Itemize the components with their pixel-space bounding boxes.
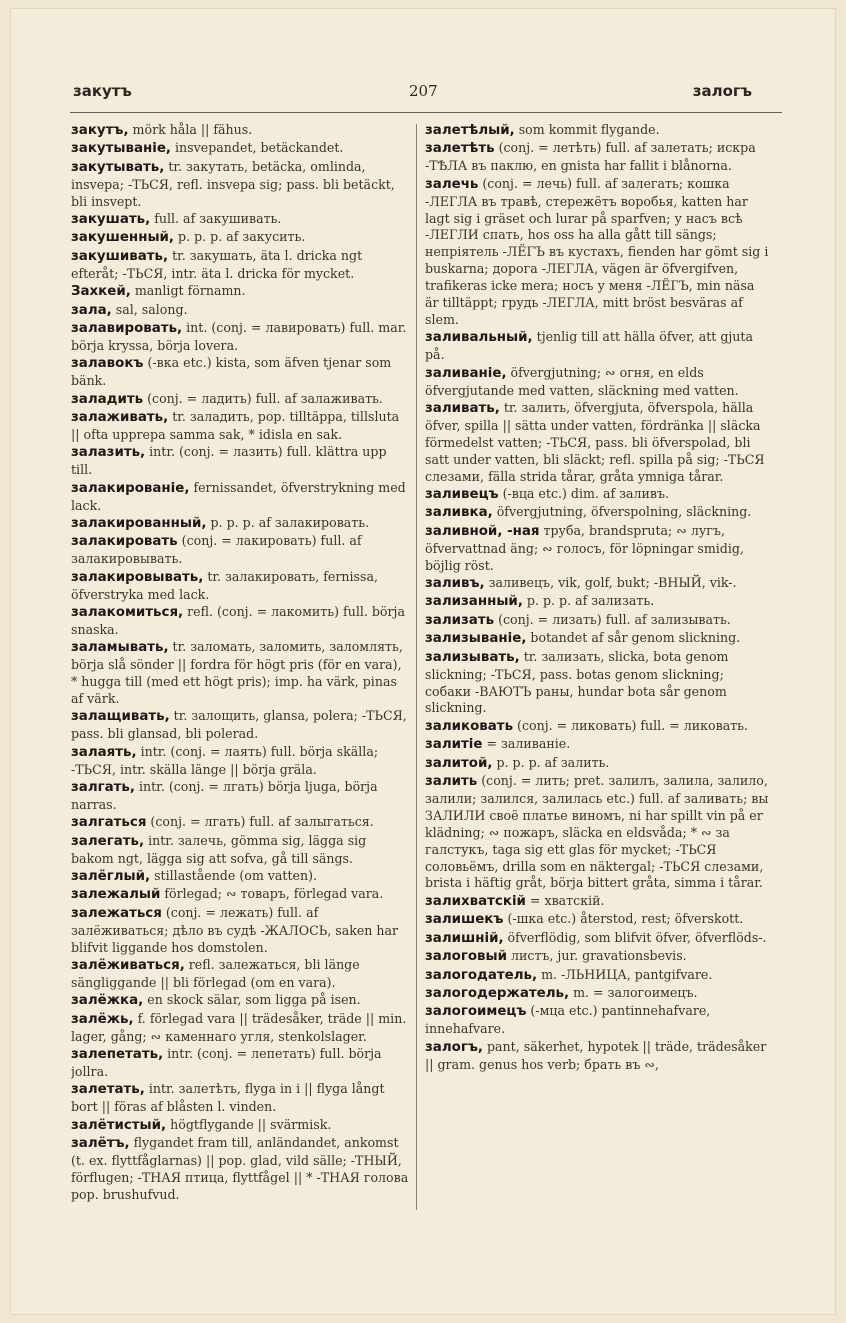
dictionary-entry [71, 1135, 411, 1204]
entry-definition: (conj. = ликовать) full. = ликовать. [513, 717, 749, 733]
entry-definition: intr. (conj. = лаять) full. börja skälla; -ТЬСЯ, intr. skälla länge || börja gräla. [71, 743, 379, 777]
entry-headword: залогодатель, [425, 967, 538, 983]
dictionary-entry [71, 480, 411, 515]
dictionary-entry [71, 248, 411, 283]
entry-headword: заливка, [425, 505, 493, 521]
entry-headword: залитіе [425, 737, 483, 753]
entry-definition: p. p. p. af залить. [492, 754, 610, 770]
entry-headword: залепетать, [71, 1047, 164, 1063]
entry-headword: залишекъ [425, 912, 504, 928]
entry-definition: int. (conj. = лавировать) full. mar. börja kryssa, börja lovera. [71, 319, 407, 353]
dictionary-entry [71, 708, 411, 743]
entry-definition: m. = залогоимецъ. [569, 984, 698, 1000]
entry-headword: залогодержатель, [425, 985, 570, 1001]
entry-definition: (-шка etc.) återstod, rest; öfverskott. [503, 911, 744, 927]
entry-definition: refl. залежаться, bli länge sängliggande || bli förlegad (om en vara). [71, 957, 360, 990]
dictionary-entry [425, 985, 770, 1003]
dictionary-entry [425, 911, 770, 929]
entry-headword: залакированіе, [71, 480, 190, 496]
entry-headword: залаять, [71, 744, 137, 760]
entry-definition: заливецъ, vik, golf, bukt; -ВНЫЙ, vik-. [484, 575, 737, 591]
entry-definition: flygandet fram till, anländandet, ankomst (t. ex. flyttfåglarnas) || pop. glad, vild sälle; -ТНЫЙ, förflugen; -ТНАЯ птица, flyttfågel || * -ТНАЯ голова pop. brushufvud. [71, 1135, 409, 1202]
entry-headword: закушенный, [71, 230, 175, 246]
dictionary-entry [71, 229, 411, 247]
dictionary-entry [71, 283, 411, 301]
entry-headword: залакировать [71, 534, 178, 550]
entry-headword: зализывать, [425, 649, 520, 665]
entry-definition: tr. залощить, glansa, polera; -ТЬСЯ, pass. bli glansad, bli polerad. [71, 708, 407, 742]
dictionary-entry [71, 779, 411, 814]
entry-headword: заладить [71, 391, 144, 407]
dictionary-entry [71, 409, 411, 444]
header-left-word: закутъ [73, 82, 132, 100]
dictionary-page [10, 8, 836, 1315]
dictionary-entry [425, 948, 770, 966]
entry-definition: tr. закушать, äta l. dricka ngt efteråt; -ТЬСЯ, intr. äta l. dricka för mycket. [71, 247, 363, 281]
entry-definition: p. p. p. af закусить. [174, 229, 306, 245]
entry-headword: залишній, [425, 930, 504, 946]
dictionary-entry [425, 400, 770, 486]
dictionary-entry [425, 736, 770, 754]
entry-definition: листъ, jur. gravationsbevis. [507, 948, 687, 964]
dictionary-entry [71, 533, 411, 568]
dictionary-entry [71, 639, 411, 708]
entry-definition: (conj. = лежать) full. af залёживаться; дѣло въ судѣ -ЖАЛОСЬ, saken har blifvit liggande hos domstolen. [71, 904, 399, 955]
entry-definition: tr. зализать, slicka, bota genom slickning; -ТЬСЯ, pass. botas genom slickning; собаки -ВАЮТЪ раны, hundar bota sår genom slickning. [425, 648, 729, 716]
entry-headword: залёжь, [71, 1011, 134, 1027]
entry-definition: tr. закутать, betäcka, omlinda, insvepa; -ТЬСЯ, refl. insvepa sig; pass. bli betäckt, bli insvept. [71, 158, 395, 209]
entry-definition: botandet af sår genom slickning. [526, 630, 741, 646]
entry-definition: förlegad; ∾ товаръ, förlegad vara. [160, 886, 384, 902]
dictionary-entry [71, 1011, 411, 1046]
dictionary-entry [71, 122, 411, 140]
entry-headword: закушать, [71, 212, 151, 228]
dictionary-entry [425, 930, 770, 948]
dictionary-entry [425, 176, 770, 329]
entry-definition: stillastående (om vatten). [150, 868, 317, 884]
entry-headword: залётъ, [71, 1136, 130, 1152]
entry-definition: tr. залить, öfvergjuta, öfverspola, hälla öfver, spilla || sätta under vatten, fördränka || släcka förmedelst vatten; -ТЬСЯ, pass. bli öfverspolad, bli satt under vatten, bli släckt; refl. spilla på sig; -ТЬСЯ слезами, fälla strida tårar, gråta ymniga tårar. [425, 400, 765, 484]
entry-headword: залетать, [71, 1082, 145, 1098]
dictionary-entry [425, 593, 770, 611]
entry-headword: залаживать, [71, 410, 169, 425]
entry-headword: закутывать, [71, 159, 165, 175]
dictionary-entry [425, 486, 770, 504]
entry-definition: refl. (conj. = лакомить) full. börja snaska. [71, 603, 405, 637]
entry-definition: intr. залетѣть, flyga in i || flyga långt bort || föras af blåsten l. vinden. [71, 1081, 385, 1115]
entry-headword: залакомиться, [71, 604, 184, 620]
entry-headword: залоговый [425, 949, 507, 965]
entry-definition: sal, salong. [111, 301, 188, 317]
entry-headword: залакированный, [71, 515, 207, 531]
entry-headword: зализать [425, 612, 495, 628]
entry-headword: залечь [425, 176, 479, 192]
dictionary-entry [425, 1003, 770, 1038]
entry-headword: залогъ, [425, 1039, 483, 1055]
entry-headword: заливной, -ная [425, 523, 540, 539]
entry-headword: залетѣлый, [425, 123, 515, 138]
dictionary-entry [425, 523, 770, 575]
entry-headword: залёжка, [71, 993, 144, 1009]
entry-definition: tr. залакировать, fernissa, öfverstryka med lack. [71, 568, 378, 602]
dictionary-entry [425, 122, 770, 140]
entry-headword: Захкей, [71, 284, 131, 300]
dictionary-entry [71, 1117, 411, 1135]
entry-definition: (conj. = лизать) full. af зализывать. [494, 611, 731, 627]
entry-definition: insvepandet, betäckandet. [171, 140, 344, 156]
entry-definition: p. p. p. af зализать. [522, 593, 655, 609]
entry-definition: öfvergjutning, öfverspolning, släckning. [492, 504, 752, 520]
entry-definition: fernissandet, öfverstrykning med lack. [71, 479, 406, 513]
entry-headword: залихватскій [425, 893, 526, 909]
dictionary-entry [71, 957, 411, 992]
entry-headword: заликовать [425, 718, 514, 734]
dictionary-entry [425, 329, 770, 364]
dictionary-entry [71, 140, 411, 158]
dictionary-entry [71, 886, 411, 904]
entry-headword: зализываніе, [425, 631, 527, 647]
left-column [71, 122, 411, 1214]
entry-headword: залёглый, [71, 869, 151, 885]
entry-headword: залежаться [71, 905, 162, 921]
entry-headword: залить [425, 774, 478, 790]
entry-headword: залегать, [71, 833, 145, 849]
entry-definition: f. förlegad vara || trädesåker, träde || min. lager, gång; ∾ каменнаго угля, stenkolslager. [71, 1010, 407, 1044]
entry-headword: закушивать, [71, 248, 169, 264]
dictionary-entry [71, 604, 411, 639]
entry-headword: залетѣть [425, 141, 495, 157]
entry-headword: залакировывать, [71, 569, 204, 585]
dictionary-entry [425, 649, 770, 718]
dictionary-entry [425, 718, 770, 736]
entry-headword: залёживаться, [71, 958, 185, 974]
entry-headword: зализанный, [425, 594, 523, 610]
entry-definition: m. -ЛЬНИЦА, pantgifvare. [537, 966, 713, 982]
dictionary-entry [425, 575, 770, 593]
entry-definition: (-вка etc.) kista, som äfven tjenar som bänk. [71, 355, 392, 389]
entry-definition: труба, brandspruta; ∾ лугъ, öfvervattnad äng; ∾ голосъ, för löpningar smidig, böjlig röst. [425, 522, 744, 573]
dictionary-entry [71, 355, 411, 390]
entry-definition: öfvergjutning; ∾ огня, en elds öfvergjutande med vatten, släckning med vatten. [425, 364, 739, 398]
dictionary-entry [71, 868, 411, 886]
entry-definition: (conj. = лить; pret. залилъ, залила, залило, залили; залился, залилась etc.) full. af заливать; вы ЗАЛИЛИ своё платье виномъ, ni har spillt vin på er klädning; ∾ пожаръ, släcka en eldsvåda; * ∾ за галстукъ, taga sig ett glas för mycket; -ТЬСЯ соловьёмъ, drilla som en näktergal; -ТЬСЯ слезами, brista i häftig gråt, börja bittert gråta, simma i tårar. [425, 773, 769, 891]
entry-definition: högtflygande || svärmisk. [166, 1116, 332, 1132]
dictionary-entry [425, 365, 770, 400]
entry-definition: tjenlig till att hälla öfver, att gjuta på. [425, 329, 753, 363]
entry-headword: залгаться [71, 815, 147, 831]
dictionary-entry [71, 814, 411, 832]
column-divider [416, 124, 417, 1210]
entry-definition: (conj. = лечь) full. af залегать; кошка -ЛЕГЛА въ травѣ, стережётъ воробья, katten har lagt sig i gräset och lurar på sparfven; у насъ всѣ -ЛЕГЛИ спать, hos oss ha alla gått till sängs; непріятель -ЛЁГЪ въ кустахъ, fienden har gömt sig i buskarna; дорога -ЛЕГЛА, vägen är öfvergifven, trafikeras icke mera; носъ у меня -ЛЁГЪ, min näsa är tilltäppt; грудь -ЛЕГЛА, mitt bröst besväras af slem. [425, 175, 769, 327]
dictionary-entry [71, 569, 411, 604]
entry-headword: залащивать, [71, 709, 170, 725]
entry-headword: заливальный, [425, 330, 533, 346]
entry-definition: = заливаніе. [482, 736, 571, 752]
right-column [425, 122, 770, 1214]
entry-definition: intr. (conj. = лазить) full. klättra upp till. [71, 444, 387, 478]
entry-definition: (-мца etc.) pantinnehafvare, innehafvare. [425, 1003, 711, 1037]
entry-definition: (conj. = лгать) full. af залыгаться. [146, 814, 374, 830]
entry-headword: заливецъ [425, 487, 499, 503]
entry-definition: som kommit flygande. [514, 122, 660, 137]
dictionary-entry [425, 504, 770, 522]
dictionary-entry [425, 612, 770, 630]
dictionary-entry [71, 905, 411, 957]
entry-definition: intr. (conj. = лепетать) full. börja jollra. [71, 1046, 382, 1080]
dictionary-entry [425, 755, 770, 773]
entry-headword: заливать, [425, 401, 500, 416]
entry-definition: pant, säkerhet, hypotek || träde, trädesåker || gram. genus hos verb; брать въ ∾, [425, 1038, 767, 1072]
dictionary-entry [425, 773, 770, 892]
dictionary-entry [71, 302, 411, 320]
entry-headword: залавокъ [71, 356, 144, 372]
entry-definition: tr. заломать, заломить, заломлять, börja slå sönder || fordra för högt pris (för en vara), * hugga till (med ett högt pris); imp. ha värk, pinas af värk. [71, 639, 403, 706]
entry-headword: закутъ, [71, 123, 129, 138]
entry-definition: tr. заладить, pop. tilltäppa, tillsluta || ofta upprepa samma sak, * idisla en sak. [71, 409, 400, 442]
entry-definition: mörk håla || fähus. [128, 122, 253, 137]
dictionary-entry [71, 833, 411, 868]
entry-definition: öfverflödig, som blifvit öfver, öfverflöds-. [503, 929, 767, 945]
dictionary-entry [71, 515, 411, 533]
entry-definition: (conj. = лакировать) full. af залакировывать. [71, 533, 362, 567]
entry-definition: (conj. = летѣть) full. af залетать; искра -ТѢЛА въ паклю, en gnista har fallit i blånorna. [425, 140, 756, 174]
entry-definition: p. p. p. af залакировать. [206, 514, 370, 530]
dictionary-entry [425, 1039, 770, 1074]
dictionary-entry [71, 1081, 411, 1116]
dictionary-entry [71, 444, 411, 479]
entry-definition: en skock sälar, som ligga på isen. [143, 992, 361, 1008]
dictionary-entry [71, 391, 411, 409]
entry-headword: заливаніе, [425, 365, 507, 381]
entry-headword: залгать, [71, 780, 135, 796]
page-number: 207 [409, 82, 438, 100]
entry-definition: (conj. = ладить) full. af залаживать. [143, 390, 383, 406]
dictionary-entry [71, 744, 411, 779]
entry-definition: manligt förnamn. [130, 283, 246, 299]
entry-headword: зала, [71, 302, 112, 318]
dictionary-entry [71, 992, 411, 1010]
entry-headword: залазить, [71, 445, 146, 461]
header-rule [70, 112, 782, 113]
dictionary-entry [71, 1046, 411, 1081]
entry-headword: заламывать, [71, 640, 169, 656]
entry-definition: (-вца etc.) dim. af заливъ. [498, 486, 670, 502]
dictionary-entry [425, 630, 770, 648]
entry-definition: intr. залечь, gömma sig, lägga sig bakom ngt, lägga sig att sofva, gå till sängs. [71, 832, 367, 866]
entry-headword: закутываніе, [71, 141, 172, 157]
entry-headword: заливъ, [425, 576, 485, 592]
entry-headword: залавировать, [71, 320, 183, 336]
header-right-word: залогъ [692, 82, 752, 100]
dictionary-entry [71, 159, 411, 211]
dictionary-entry [425, 140, 770, 175]
dictionary-entry [71, 211, 411, 229]
entry-headword: залётистый, [71, 1117, 167, 1133]
entry-headword: залежалый [71, 887, 161, 903]
entry-headword: залитой, [425, 755, 493, 771]
dictionary-entry [71, 320, 411, 355]
entry-definition: full. af закушивать. [150, 211, 282, 227]
entry-definition: = хватскій. [525, 892, 605, 908]
entry-headword: залогоимецъ [425, 1004, 527, 1020]
dictionary-entry [425, 967, 770, 985]
entry-definition: intr. (conj. = лгать) börja ljuga, börja narras. [71, 779, 378, 812]
dictionary-entry [425, 893, 770, 911]
